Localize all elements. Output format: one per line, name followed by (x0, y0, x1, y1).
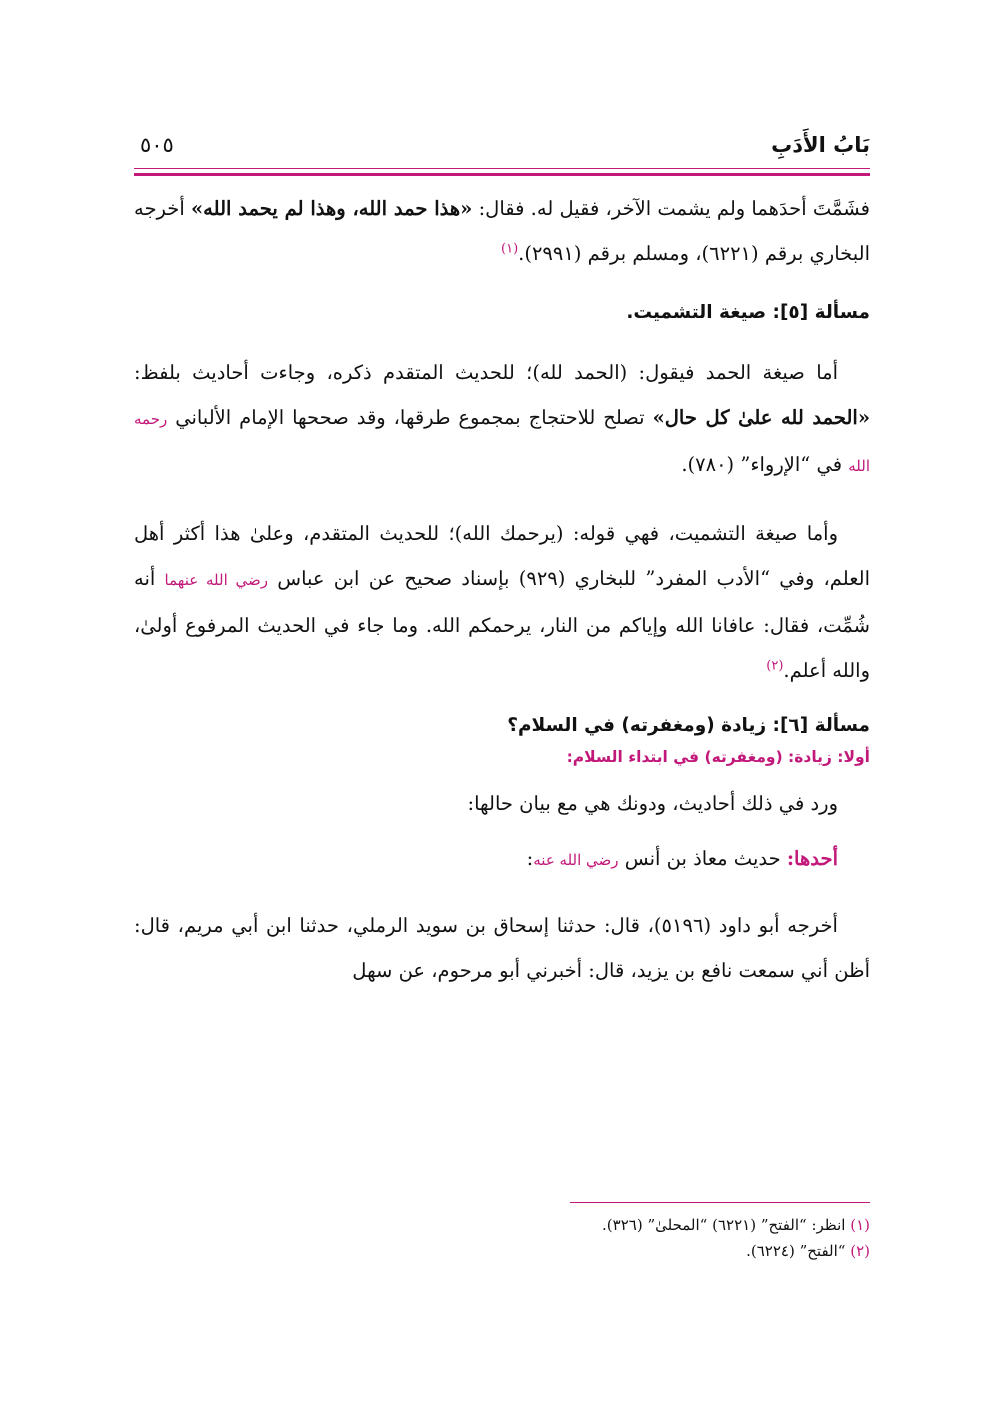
running-title: بَابُ الأَدَبِ (771, 133, 870, 157)
footnote-ref-2: (٢) (766, 658, 784, 674)
issue-6-heading: مسألة [٦]: زيادة (ومغفرته) في السلام؟ (507, 715, 870, 736)
honorific-glyph: رحمه الله (134, 410, 870, 475)
paragraph-5: أحدها: حديث معاذ بن أنس رضي الله عنه: (526, 847, 838, 870)
footnote-1: (١) انظر: “الفتح” (٦٢٢١) “المحلىٰ” (٣٢٦). (602, 1216, 870, 1234)
footnote-number: (٢) (850, 1242, 870, 1260)
page-number: ٥٠٥ (140, 133, 174, 157)
paragraph-3: وأما صيغة التشميت، فهي قوله: (يرحمك الله)؛ للحديث المتقدم، وعلىٰ هذا أكثر أهل العلم، وفي “الأدب المفرد” للبخاري (٩٢٩) بإسناد صحيح عن ابن عباس رضي الله عنهما أنه شُمِّت، فقال: عافانا الله وإياكم من النار، يرحمكم الله. وما جاء في الحديث المرفوع أولىٰ، والله أعلم.$^{(٢)}$ (134, 522, 871, 682)
quoted-hadith: «هذا حمد الله، وهذا لم يحمد الله» (190, 197, 473, 220)
honorific-glyph: رضي الله عنه (533, 851, 619, 869)
paragraph-1: فشَمَّتَ أحدَهما ولم يشمت الآخر، فقيل له. فقال: «هذا حمد الله، وهذا لم يحمد الله» أخرجه البخاري برقم (٦٢٢١)، ومسلم برقم (٢٩٩١).$^{(١)}$ (134, 197, 870, 265)
paragraph-2: أما صيغة الحمد فيقول: (الحمد لله)؛ للحديث المتقدم ذكره، وجاءت أحاديث بلفظ: «الحمد لله علىٰ كل حال» تصلح للاحتجاج بمجموع طرقها، وقد صححها الإمام الألباني رحمه الله في “الإرواء” (٧٨٠). (134, 361, 871, 476)
footnote-number: (١) (850, 1216, 870, 1234)
source-title: “الأدب المفرد” (645, 567, 771, 590)
paragraph-6: أخرجه أبو داود (٥١٩٦)، قال: حدثنا إسحاق بن سويد الرملي، حدثنا ابن أبي مريم، قال: أظن أني سمعت نافع بن يزيد، قال: أخبرني أبو مرحوم، عن سهل (134, 914, 870, 982)
page-header (134, 128, 870, 162)
paragraph-4: ورد في ذلك أحاديث، ودونك هي مع بيان حالها: (467, 792, 838, 815)
source-title: “الإرواء” (740, 453, 811, 476)
subsection-heading: أولا: زيادة: (ومغفرته) في ابتداء السلام: (566, 748, 870, 766)
main-text (134, 186, 870, 993)
enumeration-label: أحدها: (786, 847, 838, 870)
book-page (134, 100, 870, 1360)
footnotes (134, 1212, 870, 1264)
quoted-hadith: «الحمد لله علىٰ كل حال» (652, 406, 871, 429)
header-rule-thin (134, 168, 870, 169)
header-rule-thick (134, 173, 870, 176)
footnote-2: (٢) “الفتح” (٦٢٢٤). (746, 1242, 870, 1260)
issue-5-heading: مسألة [٥]: صيغة التشميت. (626, 302, 870, 323)
honorific-glyph: رضي الله عنهما (164, 571, 269, 589)
footnote-ref-1: (١) (501, 241, 519, 257)
footnote-separator (570, 1202, 870, 1203)
